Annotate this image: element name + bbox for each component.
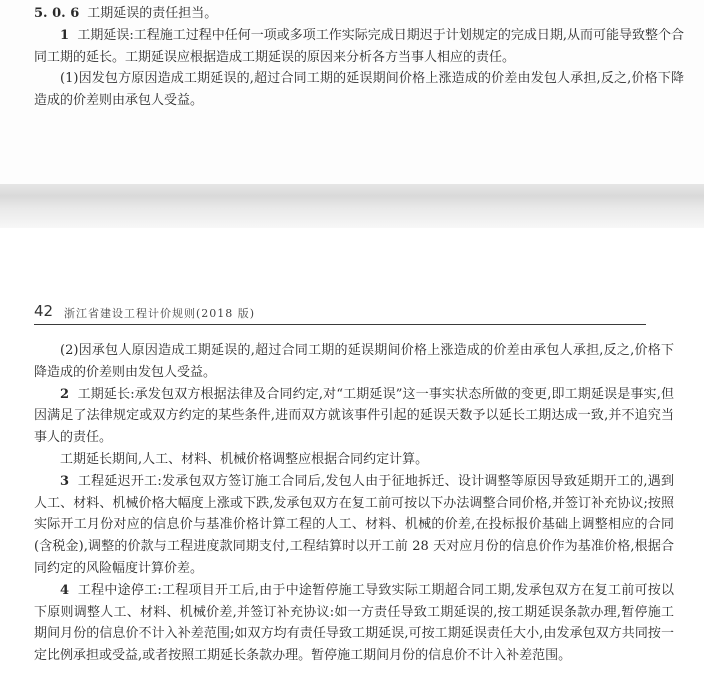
- section-heading: [34, 3, 684, 25]
- page-gap: [0, 184, 704, 228]
- running-header: [34, 302, 646, 325]
- bottom-page: [0, 228, 704, 684]
- top-page: [0, 0, 704, 184]
- item-1-paragraph: [34, 25, 684, 69]
- item-1-sub-1: (1)因发包方原因造成工期延误的,超过合同工期的延误期间价格上涨造成的价差由发包人承担,反之,价格下降造成的价差则由承包人受益。: [34, 71, 684, 109]
- top-page-content: [34, 3, 684, 112]
- item-2-paragraph: [34, 384, 674, 449]
- item-4-text: 工程中途停工:工程项目开工后,由于中途暂停施工导致实际工期超合同工期,发承包双方在复工前可按以下原则调整人工、材料、机械价差,并签订补充协议:如一方责任导致工期延误的,按工期延误条款办理,暂停施工期间月份的信息价不计入补差范围;如双方均有责任导致工期延误,可按工期延误责任大小,由发承包双方共同按一定比例承担或受益,或者按照工期延长条款办理。暂停施工期间月份的信息价不计入补差范围。: [34, 582, 675, 664]
- bottom-page-content: [34, 340, 674, 667]
- section-number: 5. 0. 6: [34, 6, 80, 21]
- page-number: 42: [34, 302, 54, 320]
- item-3-text: 工程延迟开工:发承包双方签订施工合同后,发包人由于征地拆迁、设计调整等原因导致延期开工的,遇到人工、材料、机械价格大幅度上涨或下跌,发承包双方在复工前可按以下办法调整合同价格,并签订补充协议;按照实际开工月份对应的信息价与基准价格计算工程的人工、材料、机械的价差,在投标报价基础上调整相应的合同(含税金),调整的价款与工程进度款同期支付,工程结算时以开工前 28 天对应月份的信息价作为基准价格,根据合同约定的风险幅度计算价差。: [34, 473, 675, 576]
- item-1-sub-2: (2)因承包人原因造成工期延误的,超过合同工期的延误期间价格上涨造成的价差由承包人承担,反之,价格下降造成的价差则由发包人受益。: [34, 343, 674, 380]
- item-3-paragraph: [34, 471, 674, 580]
- item-2-note: 工期延长期间,人工、材料、机械价格调整应根据合同约定计算。: [60, 451, 429, 467]
- item-2-text: 工期延长:承发包双方根据法律及合同约定,对“工期延误”这一事实状态所做的变更,即工期延误是事实,但因满足了法律规定或双方约定的某些条件,进而双方就该事件引起的延误天数予以延长工期达成一致,并不追究当事人的责任。: [34, 386, 674, 446]
- section-title: 工期延误的责任担当。: [87, 6, 218, 21]
- item-4-number: 4: [60, 582, 70, 598]
- item-2-number: 2: [60, 386, 70, 402]
- book-title: 浙江省建设工程计价规则(2018 版): [64, 307, 256, 320]
- item-3-number: 3: [60, 473, 70, 489]
- item-4-paragraph: [34, 580, 674, 667]
- item-1-text: 工期延误:工程施工过程中任何一项或多项工作实际完成日期迟于计划规定的完成日期,从而可能导致整个合同工期的延长。工期延误应根据造成工期延误的原因来分析各方当事人相应的责任。: [34, 27, 685, 65]
- item-1-number: 1: [60, 27, 70, 43]
